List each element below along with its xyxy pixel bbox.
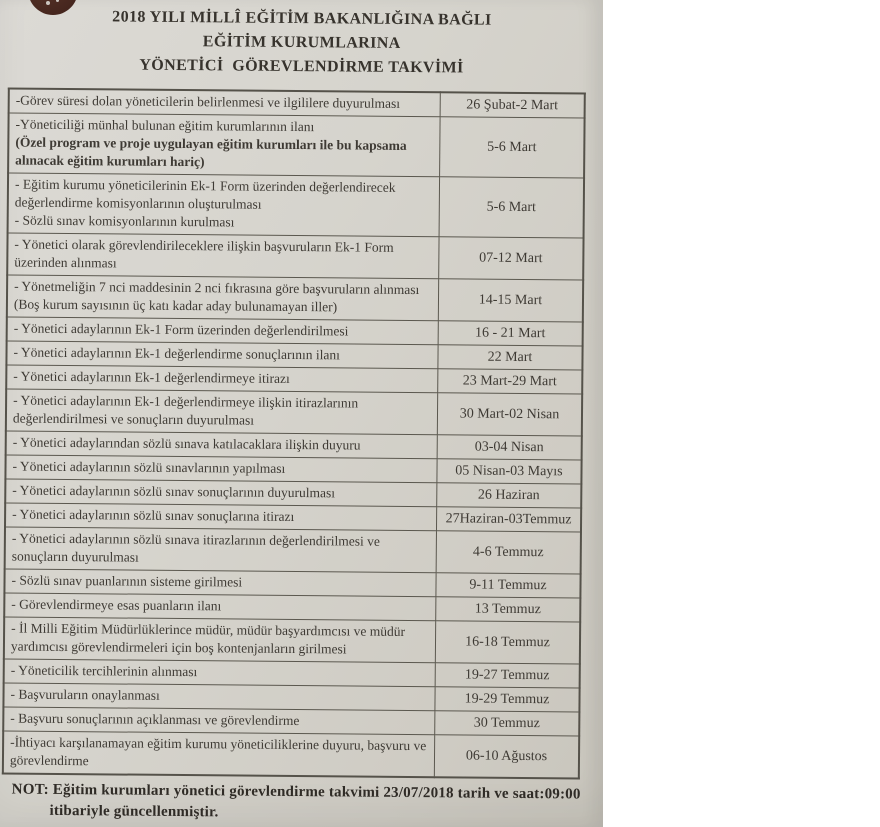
activity-text: - Yönetici adaylarının sözlü sınavlarının yapılması	[12, 458, 286, 476]
table-row	[8, 113, 585, 178]
title-line-1: 2018 YILI MİLLÎ EĞİTİM BAKANLIĞINA BAĞLI	[112, 8, 492, 29]
date-cell: 07-12 Mart	[439, 237, 584, 280]
date-cell: 26 Şubat-2 Mart	[440, 92, 585, 118]
title-line-3: YÖNETİCİ GÖREVLENDİRME TAKVİMİ	[139, 56, 464, 77]
date-cell: 19-27 Temmuz	[435, 663, 580, 688]
date-cell: 26 Haziran	[437, 483, 582, 508]
table-row	[7, 233, 583, 280]
activity-cell	[8, 173, 440, 237]
date-cell: 16-18 Temmuz	[435, 621, 580, 664]
activity-text: - İl Milli Eğitim Müdürlüklerince müdür, müdür başyardımcısı ve müdür yardımcısı görevlendirmeleri için boş kontenjanların girilmesi	[10, 620, 406, 657]
date-cell: 5-6 Mart	[440, 117, 585, 178]
activity-cell	[9, 89, 441, 117]
date-cell: 30 Temmuz	[435, 711, 580, 736]
activity-text: - Sözlü sınav puanlarının sisteme girilmesi	[11, 572, 243, 590]
date-cell: 23 Mart-29 Mart	[438, 369, 583, 394]
date-cell: 4-6 Temmuz	[436, 531, 581, 574]
date-cell: 06-10 Ağustos	[434, 735, 579, 779]
activity-text: -Görev süresi dolan yöneticilerin belirlenmesi ve ilgililere duyurulması	[15, 92, 401, 111]
activity-cell	[5, 527, 437, 573]
activity-text: - Yönetici adaylarından sözlü sınava katılacaklara ilişkin duyuru	[12, 434, 361, 453]
activity-text: -İhtiyacı karşılanamayan eğitim kurumu yöneticiliklerine duyuru, başvuru ve görevlendirme	[9, 734, 427, 769]
date-cell: 27Haziran-03Temmuz	[436, 507, 581, 532]
activity-cell	[7, 275, 439, 321]
date-cell: 22 Mart	[438, 345, 583, 370]
activity-text: - Yönetici adaylarının Ek-1 değerlendirme sonuçlarının ilanı	[13, 344, 340, 363]
activity-text: (Özel program ve proje uygulayan eğitim kurumları ile bu kapsama alınacak eğitim kurumları hariç)	[15, 134, 407, 170]
date-cell: 14-15 Mart	[438, 279, 583, 322]
activity-text: - Eğitim kurumu yöneticilerinin Ek-1 Form üzerinden değerlendirecek değerlendirme komisyonlarının oluşturulması	[14, 176, 396, 212]
activity-cell	[8, 113, 440, 177]
date-cell: 5-6 Mart	[439, 177, 584, 238]
activity-text: - Yönetici adaylarının sözlü sınava itirazlarının değerlendirilmesi ve sonuçların duyurulması	[11, 530, 380, 565]
date-cell: 03-04 Nisan	[437, 435, 582, 460]
date-cell: 30 Mart-02 Nisan	[437, 393, 582, 436]
table-row	[4, 617, 580, 664]
activity-text: - Yönetici adaylarının Ek-1 Form üzerinden değerlendirilmesi	[13, 320, 349, 339]
activity-text: - Yönetmeliğin 7 nci maddesinin 2 nci fıkrasına göre başvuruların alınması (Boş kurum sayısının üç katı kadar aday bulunamayan iller)	[13, 278, 420, 315]
activity-text: - Yönetici adaylarının Ek-1 değerlendirmeye ilişkin itirazlarının değerlendirilmesi ve sonuçların duyurulması	[12, 392, 359, 428]
table-row	[5, 527, 581, 574]
date-cell: 05 Nisan-03 Mayıs	[437, 459, 582, 484]
table-row	[7, 275, 583, 322]
activity-text: - Yöneticilik tercihlerinin alınması	[10, 662, 198, 680]
document-title	[0, 4, 603, 81]
activity-text: - Sözlü sınav komisyonlarının kurulması	[14, 212, 235, 230]
activity-cell	[7, 233, 439, 279]
activity-cell	[6, 389, 438, 435]
activity-text: - Başvuru sonuçlarının açıklanması ve görevlendirme	[10, 710, 300, 729]
schedule-table	[2, 87, 586, 779]
table-row	[3, 731, 579, 779]
activity-text: - Yönetici adaylarının sözlü sınav sonuçlarının duyurulması	[12, 482, 336, 501]
activity-cell	[3, 731, 435, 777]
activity-cell	[4, 617, 436, 663]
activity-text: - Yönetici olarak görevlendirileceklere ilişkin başvuruların Ek-1 Form üzerinden alınması	[14, 236, 394, 271]
activity-text: - Başvuruların onaylanması	[10, 686, 160, 703]
activity-text: - Görevlendirmeye esas puanların ilanı	[11, 596, 222, 614]
activity-text: - Yönetici adaylarının sözlü sınav sonuçlarına itirazı	[12, 506, 295, 525]
table-row	[8, 173, 585, 238]
table-row	[6, 389, 582, 436]
footnote: NOT: Eğitim kurumları yönetici görevlendirme takvimi 23/07/2018 tarih ve saat:09:00 itibariyle güncellenmiştir.	[11, 781, 581, 821]
date-cell: 16 - 21 Mart	[438, 321, 583, 346]
title-line-2: EĞİTİM KURUMLARINA	[202, 33, 401, 52]
activity-text: - Yönetici adaylarının Ek-1 değerlendirmeye itirazı	[13, 368, 290, 386]
date-cell: 9-11 Temmuz	[436, 573, 581, 598]
date-cell: 19-29 Temmuz	[435, 687, 580, 712]
activity-text: -Yöneticiliği münhal bulunan eğitim kurumlarının ilanı	[15, 116, 315, 135]
date-cell: 13 Temmuz	[436, 597, 581, 622]
